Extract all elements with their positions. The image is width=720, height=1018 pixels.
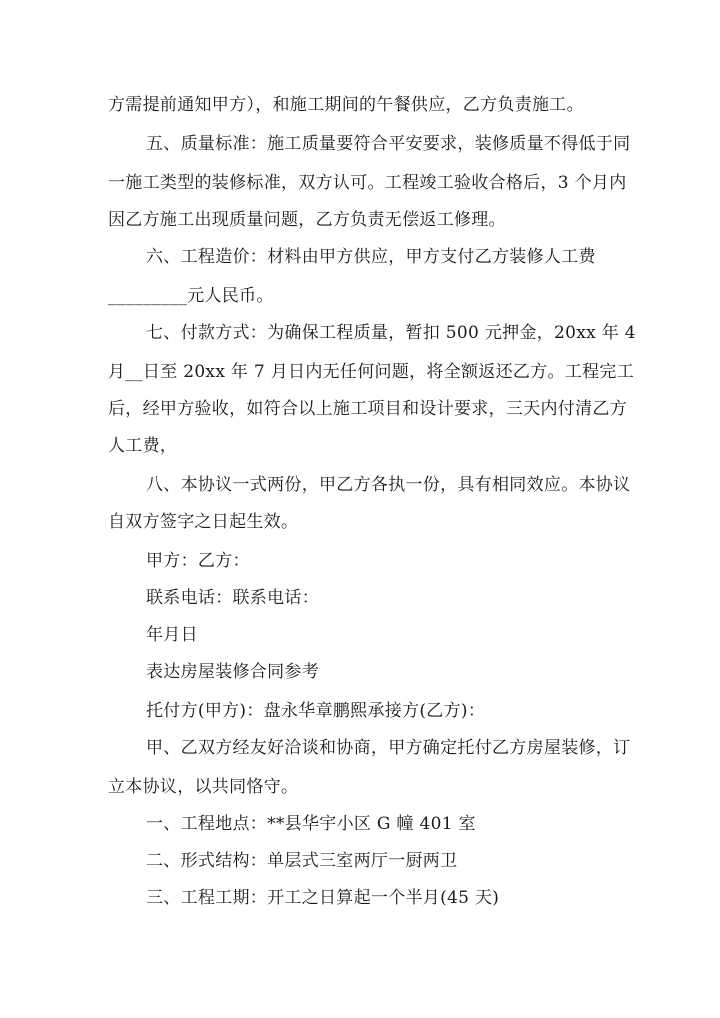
text-line: 立本协议，以共同恪守。 (108, 777, 299, 797)
text-line: 后，经甲方验收，如符合以上施工项目和设计要求，三天内付清乙方 (108, 399, 627, 419)
text-line: 甲、乙双方经友好洽谈和协商，甲方确定托付乙方房屋装修，订 (146, 738, 631, 758)
date-line: 年月日 (146, 625, 198, 645)
text-line: 人工费， (108, 436, 178, 456)
text-line: 三、工程工期：开工之日算起一个半月(45 天) (146, 888, 500, 908)
text-line: 一、工程地点：**县华宇小区 G 幢 401 室 (146, 814, 476, 834)
text-line: 五、质量标准：施工质量要符合平安要求，装修质量不得低于同 (146, 134, 631, 154)
text-line: 自双方签字之日起生效。 (108, 512, 299, 532)
section-title: 表达房屋装修合同参考 (146, 662, 319, 682)
text-line: 托付方(甲方)：盘永华章鹏熙承接方(乙方)： (146, 701, 486, 721)
text-line: 二、形式结构：单层式三室两厅一厨两卫 (146, 851, 458, 871)
text-line: 方需提前通知甲方），和施工期间的午餐供应，乙方负责施工。 (108, 95, 584, 115)
text-line: _________元人民币。 (108, 286, 274, 306)
text-line: 六、工程造价：材料由甲方供应，甲方支付乙方装修人工费 (146, 247, 596, 267)
signature-parties: 甲方：乙方： (146, 551, 250, 571)
text-line: 一施工类型的装修标准，双方认可。工程竣工验收合格后，3 个月内 (108, 173, 627, 193)
text-line: 月__日至 20xx 年 7 月日内无任何问题，将全额返还乙方。工程完工 (108, 362, 635, 382)
text-line: 因乙方施工出现质量问题，乙方负责无偿返工修理。 (108, 210, 506, 230)
text-line: 八、本协议一式两份，甲乙方各执一份，具有相同效应。本协议 (146, 475, 631, 495)
contact-phone: 联系电话：联系电话： (146, 588, 319, 608)
text-line: 七、付款方式：为确保工程质量，暂扣 500 元押金，20xx 年 4 (146, 323, 636, 343)
